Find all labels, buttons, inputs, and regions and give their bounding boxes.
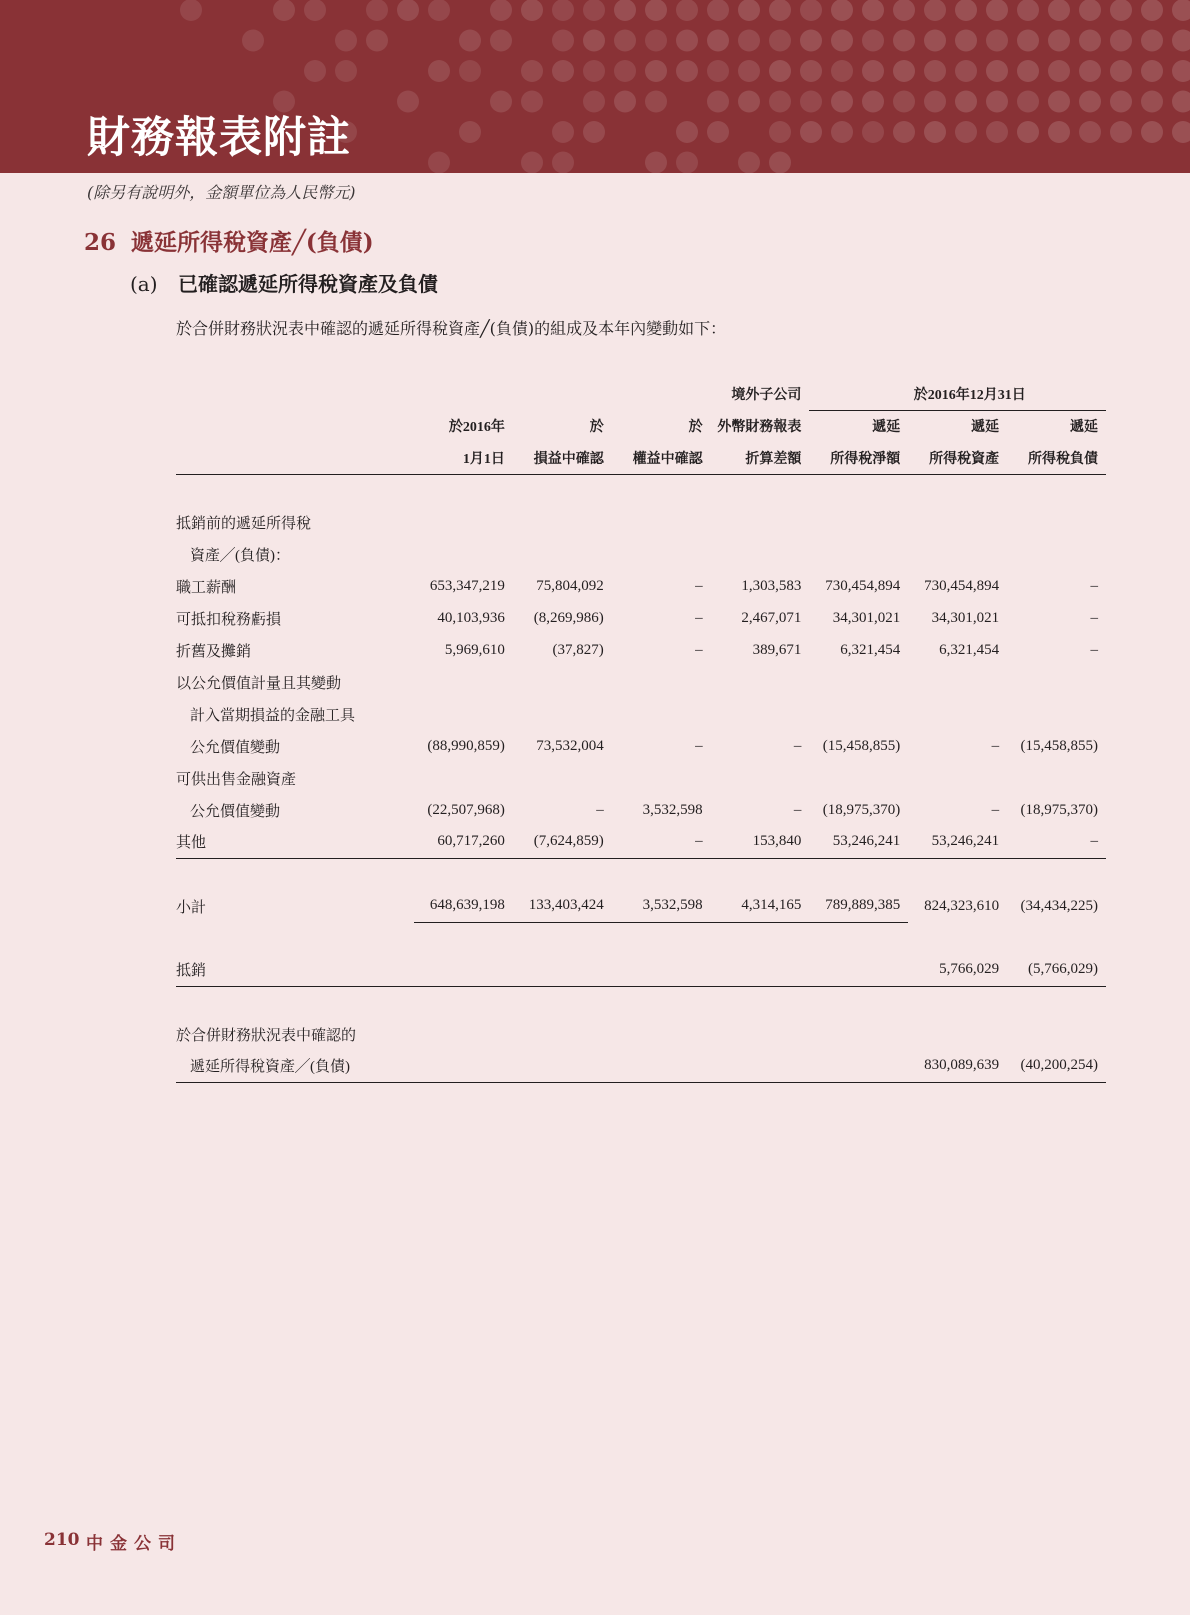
decorative-dot (738, 0, 760, 21)
decorative-dot (1017, 91, 1039, 113)
decorative-dot (707, 60, 729, 82)
cell-value: – (991, 737, 1000, 754)
decorative-dot (738, 30, 760, 52)
decorative-dot (831, 0, 853, 21)
decorative-dot (614, 91, 636, 113)
intro-text: 於合併財務狀況表中確認的遞延所得稅資產╱(負債)的組成及本年內變動如下： (176, 319, 727, 338)
cell-value: – (596, 801, 604, 818)
page-number: 210 (44, 1530, 80, 1550)
header-row-1 (176, 378, 1106, 410)
decorative-dot (769, 91, 791, 113)
cell-value (809, 954, 908, 986)
cell-value (612, 954, 711, 986)
cell-value: – (1090, 641, 1098, 658)
decorative-dot (645, 0, 667, 21)
cell-value: (15,458,855) (822, 737, 901, 754)
decorative-dot (335, 60, 357, 82)
decorative-dot (986, 0, 1008, 21)
company-name: 中金公司 (86, 1534, 182, 1554)
cell-value: (22,507,968) (427, 801, 505, 818)
decorative-dot (614, 60, 636, 82)
decorative-dot (738, 60, 760, 82)
col-header: 於2016年 (448, 420, 505, 435)
decorative-dot (1048, 121, 1070, 143)
col-header: 遞延 (872, 420, 901, 436)
decorative-dot (304, 60, 326, 82)
section-number: 26 (84, 229, 117, 256)
cell-value: (34,434,225) (1020, 897, 1098, 914)
decorative-dot (893, 121, 915, 143)
decorative-dot (583, 121, 605, 143)
decorative-dot (1048, 91, 1070, 113)
decorative-dot (521, 152, 543, 174)
decorative-dot (1172, 121, 1190, 143)
decorative-dot (1017, 30, 1039, 52)
decorative-dot (366, 30, 388, 52)
cell-value (809, 1050, 908, 1082)
decorative-dot (769, 152, 791, 174)
decorative-dot (986, 121, 1008, 143)
cell-value: 34,301,021 (931, 609, 1000, 626)
decorative-dot (490, 30, 512, 52)
decorative-dot (769, 60, 791, 82)
decorative-dot (428, 0, 450, 21)
cell-value: – (1090, 577, 1098, 594)
decorative-dot (676, 152, 698, 174)
cell-value: – (612, 826, 711, 858)
subtotal-row (176, 890, 1106, 922)
decorative-dot (521, 91, 543, 113)
decorative-dot (1079, 60, 1101, 82)
cell-value: 6,321,454 (840, 641, 901, 658)
decorative-dot (304, 0, 326, 21)
row-label: 抵銷 (176, 954, 414, 986)
decorative-dot (800, 91, 822, 113)
decorative-dot (769, 30, 791, 52)
deferred-tax-table (176, 378, 1106, 1083)
cell-value: 53,246,241 (809, 826, 908, 858)
decorative-dot (1141, 60, 1163, 82)
decorative-dot (583, 30, 605, 52)
decorative-dot (769, 121, 791, 143)
cell-value: 60,717,260 (414, 826, 513, 858)
decorative-dot (645, 60, 667, 82)
decorative-dot (552, 60, 574, 82)
cell-value: 653,347,219 (429, 577, 505, 594)
decorative-dot (707, 121, 729, 143)
decorative-dot (273, 0, 295, 21)
cell-value: 40,103,936 (437, 609, 505, 626)
decorative-dot (1172, 60, 1190, 82)
decorative-dot (552, 121, 574, 143)
decorative-dot (614, 0, 636, 21)
decorative-dot (428, 152, 450, 174)
table-row (176, 570, 1106, 602)
table-row (176, 794, 1106, 826)
header-banner (0, 0, 1190, 173)
cell-value (414, 1050, 513, 1082)
decorative-dot (552, 30, 574, 52)
table-row (176, 826, 1106, 858)
cell-value: (37,827) (552, 641, 604, 658)
cell-value: 1,303,583 (741, 577, 802, 594)
decorative-dot (800, 0, 822, 21)
cell-value: (18,975,370) (1020, 801, 1098, 818)
decorative-dot (1110, 91, 1132, 113)
cell-value: 5,969,610 (444, 641, 505, 658)
decorative-dot (676, 60, 698, 82)
cell-value: – (695, 577, 703, 594)
cell-value: 34,301,021 (832, 609, 901, 626)
decorative-dot (955, 60, 977, 82)
decorative-dot (955, 0, 977, 21)
decorative-dot (521, 0, 543, 21)
subsection-title: 已確認遞延所得稅資產及負債 (178, 272, 438, 296)
cell-value: 824,323,610 (924, 897, 1000, 914)
decorative-dot (862, 121, 884, 143)
decorative-dot (366, 0, 388, 21)
decorative-dot (800, 121, 822, 143)
row-label: 遞延所得稅資產╱(負債) (176, 1050, 414, 1082)
decorative-dot (459, 121, 481, 143)
decorative-dot (1110, 121, 1132, 143)
decorative-dot (831, 91, 853, 113)
cell-value: 5,766,029 (908, 954, 1007, 986)
cell-value: 75,804,092 (536, 577, 604, 594)
decorative-dot (831, 121, 853, 143)
header-row-3 (176, 442, 1106, 474)
decorative-dot (924, 91, 946, 113)
decorative-dot (986, 30, 1008, 52)
decorative-dot (1172, 30, 1190, 52)
decorative-dot (583, 60, 605, 82)
cell-value: 389,671 (752, 641, 802, 658)
decorative-dot (1079, 91, 1101, 113)
decorative-dot (831, 60, 853, 82)
decorative-dot (986, 60, 1008, 82)
col-header: 遞延 (1070, 420, 1098, 436)
decorative-dot (552, 0, 574, 21)
decorative-dot (924, 121, 946, 143)
cell-value: (7,624,859) (513, 826, 612, 858)
cell-value: – (695, 609, 703, 626)
decorative-dot (707, 0, 729, 21)
offset-row (176, 954, 1106, 986)
decorative-dot (1079, 30, 1101, 52)
col-header: 折算差額 (711, 442, 810, 474)
row-label: 其他 (176, 826, 414, 858)
col-header: 於 (688, 420, 703, 435)
decorative-dot (1048, 0, 1070, 21)
cell-value (612, 1050, 711, 1082)
decorative-dot (862, 0, 884, 21)
subsection-heading (130, 268, 438, 297)
decorative-dot (1079, 121, 1101, 143)
decorative-dot (676, 0, 698, 21)
decorative-dot (893, 30, 915, 52)
decorative-dot (924, 0, 946, 21)
decorative-dot (1110, 60, 1132, 82)
cell-value: – (1090, 609, 1098, 626)
decorative-dot (490, 91, 512, 113)
decorative-dot (1048, 60, 1070, 82)
col-header: 所得稅負債 (1007, 442, 1106, 474)
decorative-dot (862, 60, 884, 82)
cell-value: 53,246,241 (908, 826, 1007, 858)
cell-value: (8,269,986) (533, 609, 604, 626)
decorative-dot (1048, 30, 1070, 52)
decorative-dot (242, 30, 264, 52)
cell-value: (88,990,859) (427, 737, 505, 754)
cell-value: 789,889,385 (809, 890, 908, 922)
col-header: 1月1日 (414, 442, 513, 474)
cell-value: 73,532,004 (536, 737, 604, 754)
col-header: 損益中確認 (513, 442, 612, 474)
decorative-dot (1141, 30, 1163, 52)
table-row: 計入當期損益的金融工具 (190, 707, 356, 724)
cell-value: (5,766,029) (1007, 954, 1106, 986)
decorative-dot (893, 60, 915, 82)
table-row: 以公允價值計量且其變動 (176, 675, 342, 692)
cell-value (513, 1050, 612, 1082)
cell-value: – (695, 641, 703, 658)
cell-value: 153,840 (711, 826, 810, 858)
decorative-dot (645, 91, 667, 113)
table-row (176, 730, 1106, 762)
col-header: 所得稅資產 (908, 442, 1007, 474)
decorative-dot (1141, 121, 1163, 143)
col-header: 外幣財務報表 (717, 420, 802, 435)
cell-value: (15,458,855) (1020, 737, 1098, 754)
decorative-dot (614, 30, 636, 52)
cell-value (414, 954, 513, 986)
decorative-dot (1172, 0, 1190, 21)
row-label: 職工薪酬 (176, 579, 237, 596)
header-row-2 (176, 410, 1106, 442)
section-title: 遞延所得稅資產╱(負債) (131, 229, 374, 256)
row-label: 可抵扣稅務虧損 (176, 611, 282, 628)
decorative-dot (583, 91, 605, 113)
decorative-dot (862, 30, 884, 52)
row-label: 公允價值變動 (190, 739, 281, 756)
decorative-dot (645, 152, 667, 174)
cell-value: 730,454,894 (825, 577, 901, 594)
decorative-dot (397, 91, 419, 113)
subsection-label: (a) (130, 272, 158, 296)
decorative-dot (831, 30, 853, 52)
decorative-dot (428, 60, 450, 82)
decorative-dot (955, 30, 977, 52)
cell-value: 3,532,598 (612, 890, 711, 922)
cell-value: 4,314,165 (711, 890, 810, 922)
decorative-dot (676, 121, 698, 143)
row-label: 小計 (176, 899, 207, 916)
cell-value: 2,467,071 (741, 609, 802, 626)
decorative-dot (1110, 30, 1132, 52)
cell-value (513, 954, 612, 986)
decorative-dot (955, 121, 977, 143)
decorative-dot (1017, 121, 1039, 143)
decorative-dot (1079, 0, 1101, 21)
cell-value: – (991, 801, 1000, 818)
decorative-dot (583, 0, 605, 21)
currency-note: (除另有說明外，金額單位為人民幣元) (87, 183, 356, 202)
cell-value: – (695, 737, 703, 754)
cell-value: – (793, 737, 802, 754)
decorative-dot (1141, 0, 1163, 21)
cell-value: – (1007, 826, 1106, 858)
table-row: 於合併財務狀況表中確認的 (176, 1027, 357, 1044)
section-heading (84, 224, 374, 257)
decorative-dot (459, 60, 481, 82)
decorative-dot (459, 30, 481, 52)
page-title: 財務報表附註 (87, 113, 351, 163)
table-row (176, 602, 1106, 634)
cell-value: (40,200,254) (1007, 1050, 1106, 1082)
cell-value: 730,454,894 (924, 577, 1000, 594)
decorative-dot (1110, 0, 1132, 21)
decorative-dot (862, 91, 884, 113)
cell-value (711, 1050, 810, 1082)
cell-value: (18,975,370) (822, 801, 901, 818)
table-row (176, 634, 1106, 666)
decorative-dot (676, 30, 698, 52)
decorative-dot (707, 30, 729, 52)
decorative-dot (893, 0, 915, 21)
decorative-dot (552, 152, 574, 174)
recognised-row (176, 1050, 1106, 1082)
cell-value: 133,403,424 (513, 890, 612, 922)
cell-value: 648,639,198 (414, 890, 513, 922)
decorative-dot (1172, 91, 1190, 113)
row-label: 折舊及攤銷 (176, 643, 252, 660)
decorative-dot (335, 30, 357, 52)
decorative-dot (955, 91, 977, 113)
decorative-dot (769, 0, 791, 21)
table-row: 抵銷前的遞延所得稅 (176, 515, 312, 532)
col-header: 於 (589, 420, 604, 435)
decorative-dot (707, 91, 729, 113)
group-header: 於2016年12月31日 (809, 378, 1106, 410)
decorative-dot (490, 0, 512, 21)
decorative-dot (893, 91, 915, 113)
table-row: 可供出售金融資產 (176, 771, 297, 788)
col-header: 境外子公司 (731, 388, 802, 403)
table-row: 資產╱(負債)： (190, 547, 290, 564)
row-label: 公允價值變動 (190, 803, 281, 820)
decorative-dot (1017, 0, 1039, 21)
decorative-dot (924, 30, 946, 52)
decorative-dot (800, 60, 822, 82)
cell-value (711, 954, 810, 986)
decorative-dot (645, 30, 667, 52)
decorative-dot (986, 91, 1008, 113)
decorative-dot (1141, 91, 1163, 113)
decorative-dot (800, 30, 822, 52)
decorative-dot (397, 0, 419, 21)
decorative-dot (1017, 60, 1039, 82)
decorative-dot (521, 60, 543, 82)
decorative-dot (738, 152, 760, 174)
decorative-dot (738, 91, 760, 113)
cell-value: – (793, 801, 802, 818)
decorative-dot (180, 0, 202, 21)
cell-value: 3,532,598 (642, 801, 703, 818)
col-header: 遞延 (971, 420, 1000, 436)
col-header: 所得稅淨額 (809, 442, 908, 474)
col-header: 權益中確認 (612, 442, 711, 474)
cell-value: 830,089,639 (908, 1050, 1007, 1082)
decorative-dot (924, 60, 946, 82)
cell-value: 6,321,454 (939, 641, 1000, 658)
